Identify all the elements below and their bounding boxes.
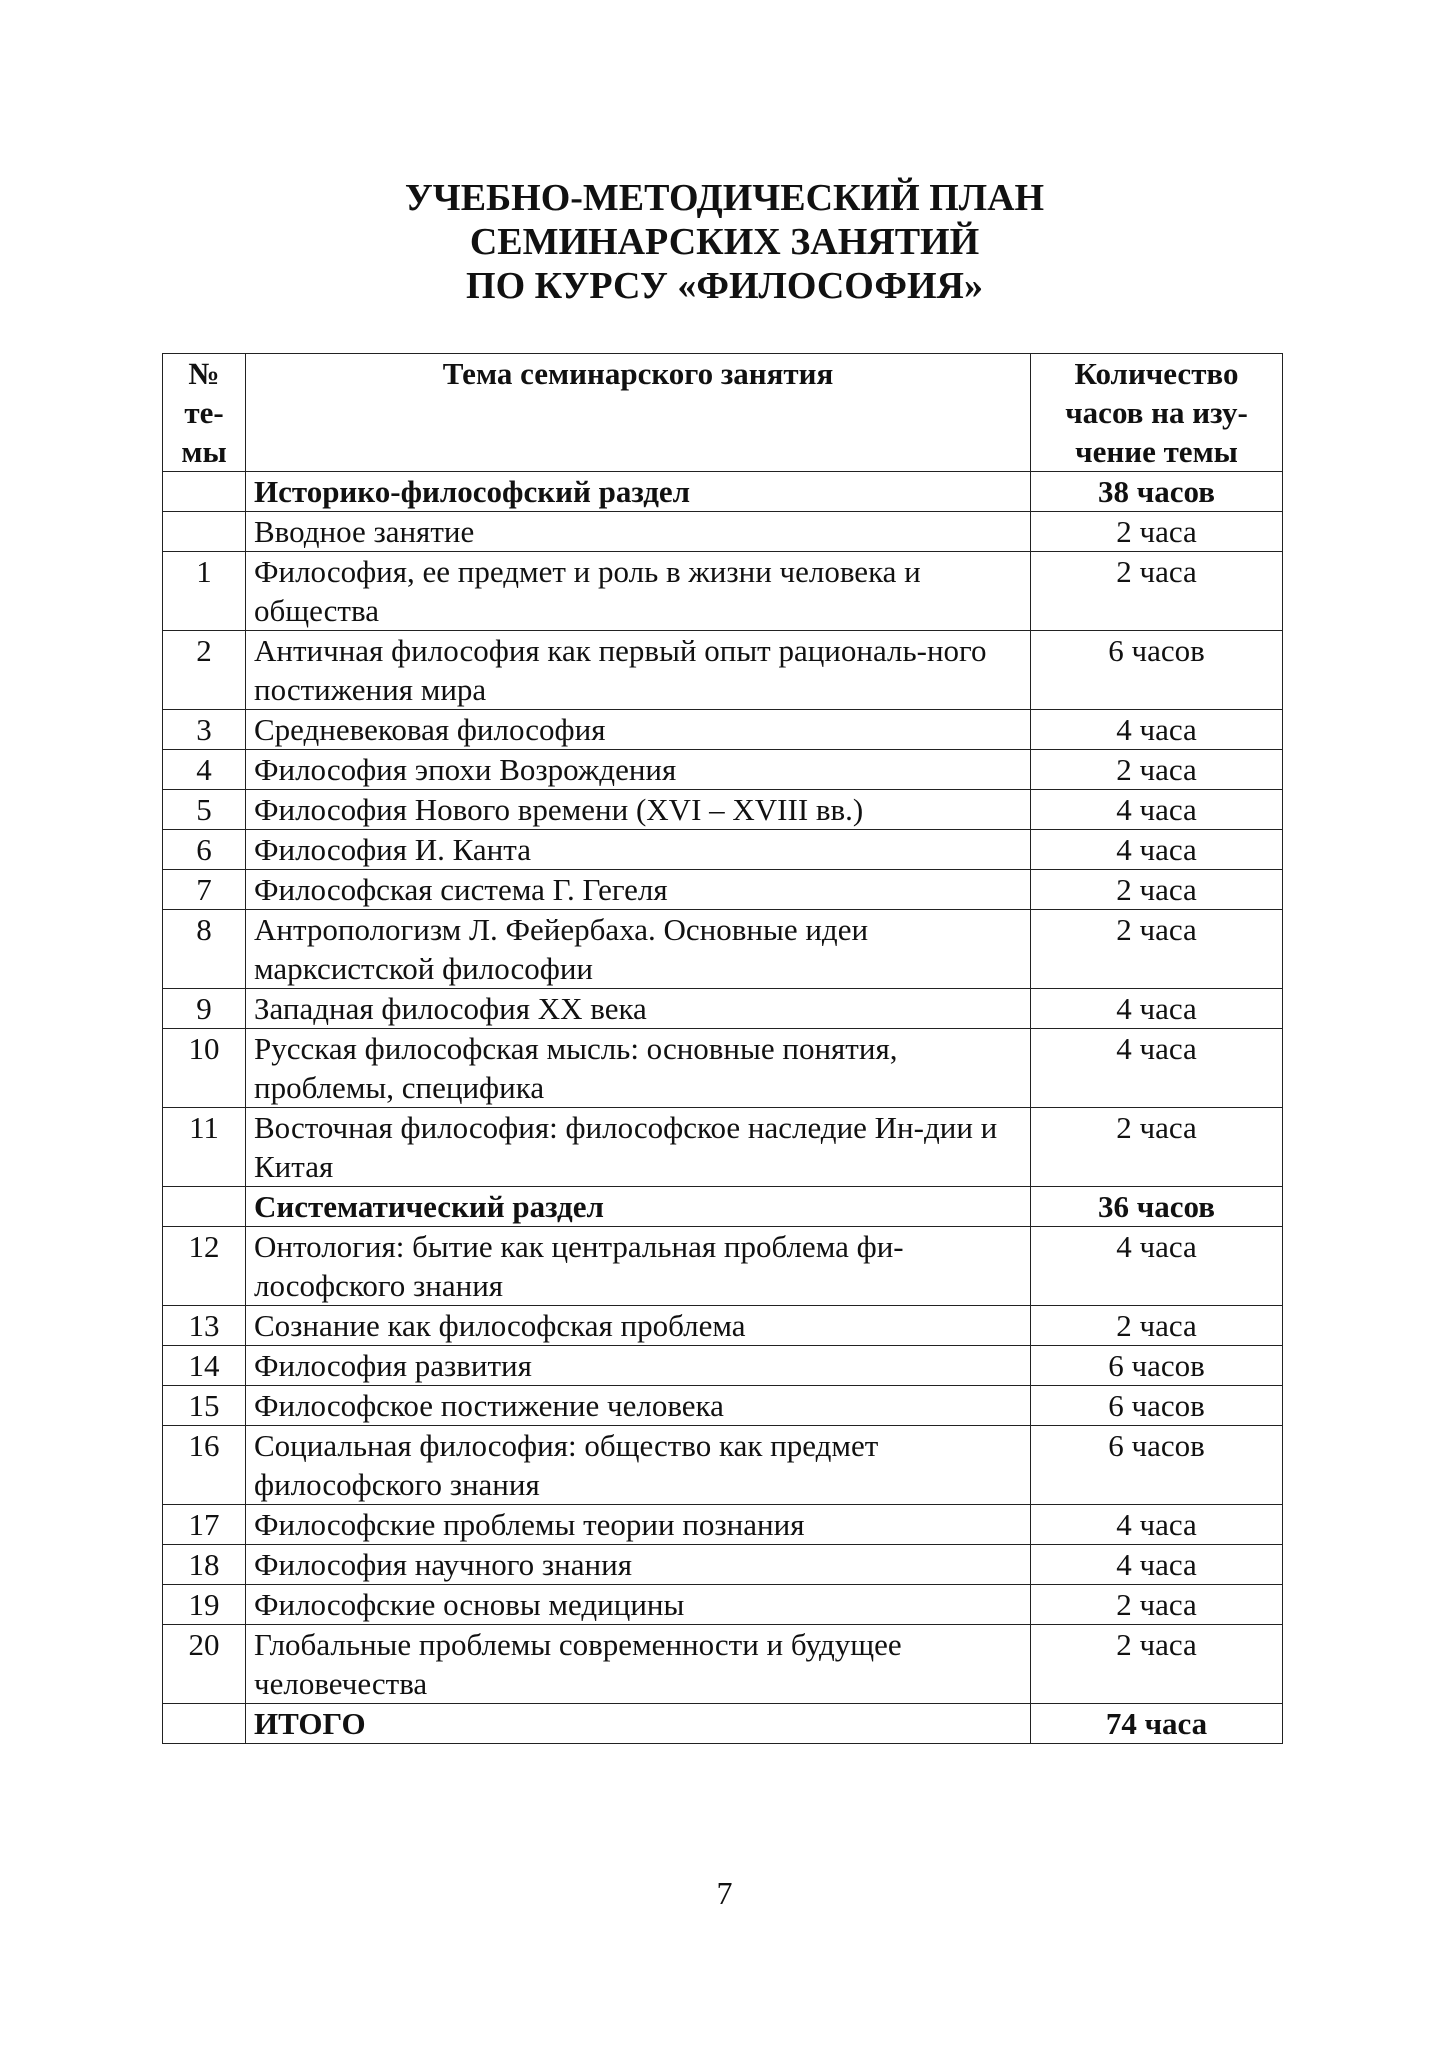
cell-topic: Сознание как философская проблема <box>246 1306 1031 1346</box>
cell-topic: Средневековая философия <box>246 710 1031 750</box>
table-row <box>163 870 1283 910</box>
cell-hours: 4 часа <box>1031 790 1283 830</box>
cell-topic: Восточная философия: философское наследие Ин-дии и Китая <box>246 1108 1031 1187</box>
cell-topic: Антропологизм Л. Фейербаха. Основные идеи марксистской философии <box>246 910 1031 989</box>
cell-hours: 36 часов <box>1031 1187 1283 1227</box>
cell-num: 5 <box>163 790 246 830</box>
cell-topic: Систематический раздел <box>246 1187 1031 1227</box>
cell-topic: Философия эпохи Возрождения <box>246 750 1031 790</box>
cell-num: 14 <box>163 1346 246 1386</box>
cell-hours: 6 часов <box>1031 1346 1283 1386</box>
cell-hours: 4 часа <box>1031 1029 1283 1108</box>
table-row <box>163 710 1283 750</box>
table-row-total <box>163 1704 1283 1744</box>
cell-num: 8 <box>163 910 246 989</box>
table-row <box>163 1585 1283 1625</box>
cell-topic: Историко-философский раздел <box>246 472 1031 512</box>
cell-hours: 2 часа <box>1031 1585 1283 1625</box>
cell-topic: Вводное занятие <box>246 512 1031 552</box>
cell-hours: 2 часа <box>1031 910 1283 989</box>
cell-num <box>163 1704 246 1744</box>
title-line-1: УЧЕБНО-МЕТОДИЧЕСКИЙ ПЛАН <box>404 177 1045 219</box>
table-row <box>163 1545 1283 1585</box>
cell-hours: 4 часа <box>1031 1227 1283 1306</box>
cell-topic: Онтология: бытие как центральная проблема фи-лософского знания <box>246 1227 1031 1306</box>
cell-topic: Социальная философия: общество как предмет философского знания <box>246 1426 1031 1505</box>
cell-num: 15 <box>163 1386 246 1426</box>
cell-hours: 2 часа <box>1031 1625 1283 1704</box>
table-row-section <box>163 1187 1283 1227</box>
table-header-row <box>163 354 1283 472</box>
table-row-section <box>163 472 1283 512</box>
cell-num: 16 <box>163 1426 246 1505</box>
cell-hours: 6 часов <box>1031 631 1283 710</box>
cell-hours: 2 часа <box>1031 1306 1283 1346</box>
table-row <box>163 512 1283 552</box>
cell-num: 4 <box>163 750 246 790</box>
header-topic-title: Тема семинарского занятия <box>246 354 1031 472</box>
cell-hours: 2 часа <box>1031 552 1283 631</box>
cell-num: 7 <box>163 870 246 910</box>
cell-num: 12 <box>163 1227 246 1306</box>
cell-topic: Античная философия как первый опыт рациональ-ного постижения мира <box>246 631 1031 710</box>
cell-num: 9 <box>163 989 246 1029</box>
cell-hours: 6 часов <box>1031 1426 1283 1505</box>
cell-topic: Глобальные проблемы современности и будущее человечества <box>246 1625 1031 1704</box>
cell-num: 13 <box>163 1306 246 1346</box>
table-row <box>163 750 1283 790</box>
cell-hours: 4 часа <box>1031 830 1283 870</box>
cell-hours: 74 часа <box>1031 1704 1283 1744</box>
table-row <box>163 1306 1283 1346</box>
cell-topic: Философия Нового времени (XVI – XVIII вв.) <box>246 790 1031 830</box>
page-number: 7 <box>716 1875 733 1911</box>
cell-topic: Философия, ее предмет и роль в жизни человека и общества <box>246 552 1031 631</box>
cell-hours: 6 часов <box>1031 1386 1283 1426</box>
cell-num: 19 <box>163 1585 246 1625</box>
cell-topic: Западная философия XX века <box>246 989 1031 1029</box>
header-topic-number: № те-мы <box>163 354 246 472</box>
cell-hours: 4 часа <box>1031 1505 1283 1545</box>
table-row <box>163 910 1283 989</box>
table-row <box>163 1386 1283 1426</box>
title-line-2: СЕМИНАРСКИХ ЗАНЯТИЙ <box>469 221 980 263</box>
cell-hours: 38 часов <box>1031 472 1283 512</box>
cell-hours: 4 часа <box>1031 710 1283 750</box>
cell-topic: ИТОГО <box>246 1704 1031 1744</box>
cell-topic: Русская философская мысль: основные понятия, проблемы, специфика <box>246 1029 1031 1108</box>
seminar-plan-table <box>162 353 1283 1744</box>
cell-hours: 4 часа <box>1031 989 1283 1029</box>
cell-num: 11 <box>163 1108 246 1187</box>
table-row <box>163 1625 1283 1704</box>
table-row <box>163 552 1283 631</box>
cell-topic: Философские основы медицины <box>246 1585 1031 1625</box>
table-row <box>163 631 1283 710</box>
table-row <box>163 790 1283 830</box>
cell-topic: Философия научного знания <box>246 1545 1031 1585</box>
cell-topic: Философия развития <box>246 1346 1031 1386</box>
cell-topic: Философия И. Канта <box>246 830 1031 870</box>
cell-hours: 4 часа <box>1031 1545 1283 1585</box>
title-line-3: ПО КУРСУ «ФИЛОСОФИЯ» <box>466 265 983 307</box>
cell-topic: Философское постижение человека <box>246 1386 1031 1426</box>
table-row <box>163 830 1283 870</box>
header-hours: Количество часов на изу-чение темы <box>1031 354 1283 472</box>
cell-num <box>163 472 246 512</box>
cell-hours: 2 часа <box>1031 512 1283 552</box>
table-row <box>163 989 1283 1029</box>
cell-topic: Философская система Г. Гегеля <box>246 870 1031 910</box>
cell-num: 10 <box>163 1029 246 1108</box>
cell-hours: 2 часа <box>1031 750 1283 790</box>
cell-num <box>163 1187 246 1227</box>
table-row <box>163 1346 1283 1386</box>
cell-hours: 2 часа <box>1031 1108 1283 1187</box>
cell-num: 3 <box>163 710 246 750</box>
cell-num <box>163 512 246 552</box>
cell-hours: 2 часа <box>1031 870 1283 910</box>
cell-num: 20 <box>163 1625 246 1704</box>
table-row <box>163 1505 1283 1545</box>
table-row <box>163 1108 1283 1187</box>
table-row <box>163 1426 1283 1505</box>
cell-num: 6 <box>163 830 246 870</box>
table-row <box>163 1029 1283 1108</box>
cell-num: 2 <box>163 631 246 710</box>
cell-num: 18 <box>163 1545 246 1585</box>
page-title <box>0 176 1449 308</box>
table-row <box>163 1227 1283 1306</box>
cell-num: 17 <box>163 1505 246 1545</box>
cell-num: 1 <box>163 552 246 631</box>
cell-topic: Философские проблемы теории познания <box>246 1505 1031 1545</box>
